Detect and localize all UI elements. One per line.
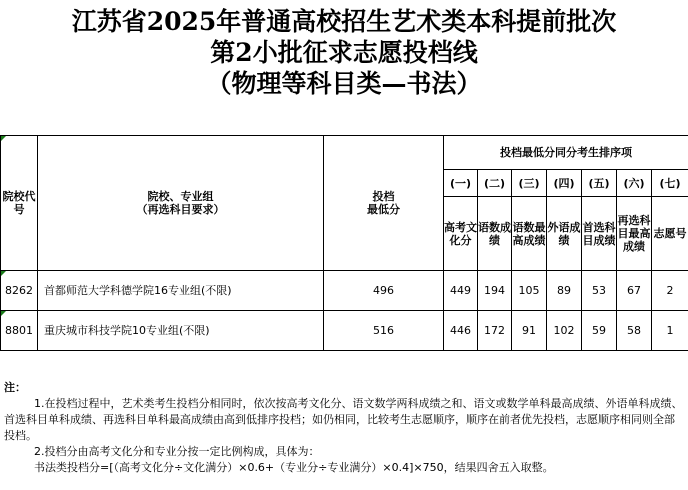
table-row <box>1 311 688 351</box>
header-min-score-line1: 投档 <box>372 190 395 203</box>
empty-spacer <box>1 351 688 381</box>
row-value-1: 449 <box>444 271 478 311</box>
sub-num-6: (六) <box>617 170 652 197</box>
notes-section <box>4 380 684 476</box>
row-value-7: 1 <box>652 311 688 351</box>
header-school-code: 院校代号 <box>1 136 38 271</box>
row-value-7: 2 <box>652 271 688 311</box>
header-min-score <box>324 136 444 271</box>
row-value-5: 53 <box>582 271 617 311</box>
row-school-group: 重庆城市科技学院10专业组(不限) <box>38 311 324 351</box>
title-line-1: 江苏省2025年普通高校招生艺术类本科提前批次 <box>71 7 617 36</box>
row-school-code: 8262 <box>1 271 38 311</box>
sub-num-1: (一) <box>444 170 478 197</box>
row-value-1: 446 <box>444 311 478 351</box>
row-value-3: 91 <box>512 311 547 351</box>
sub-label-5: 首选科目成绩 <box>582 197 617 271</box>
sub-num-4: (四) <box>547 170 582 197</box>
notes-label: 注： <box>4 381 26 394</box>
header-school-group-line1: 院校、专业组 <box>147 190 214 203</box>
document-title <box>0 6 688 99</box>
row-value-4: 89 <box>547 271 582 311</box>
table-row <box>1 271 688 311</box>
note-3: 书法类投档分=[（高考文化分÷文化满分）×0.6+（专业分÷专业满分）×0.4]×750，结果四舍五入取整。 <box>34 461 554 474</box>
row-value-2: 194 <box>478 271 512 311</box>
row-value-4: 102 <box>547 311 582 351</box>
note-1: 1.在投档过程中，艺术类考生投档分相同时，依次按高考文化分、语文数学两科成绩之和、语文或数学单科最高成绩、外语单科成绩、首选科目单科成绩、再选科目单科最高成绩由高到低排序投档；如仍相同，比较考生志愿顺序，顺序在前者优先投档，志愿顺序相同则全部投档。 <box>4 397 683 442</box>
row-min-score: 496 <box>324 271 444 311</box>
sub-num-5: (五) <box>582 170 617 197</box>
title-line-3: （物理等科目类—书法） <box>206 69 482 98</box>
note-2: 2.投档分由高考文化分和专业分按一定比例构成，具体为： <box>34 445 320 458</box>
row-value-5: 59 <box>582 311 617 351</box>
sub-label-7: 志愿号 <box>652 197 688 271</box>
sub-label-2: 语数成绩 <box>478 197 512 271</box>
sub-label-3: 语数最高成绩 <box>512 197 547 271</box>
row-value-2: 172 <box>478 311 512 351</box>
header-min-score-line2: 最低分 <box>367 203 400 216</box>
sub-num-7: (七) <box>652 170 688 197</box>
row-min-score: 516 <box>324 311 444 351</box>
header-rank-items: 投档最低分同分考生排序项 <box>444 136 688 170</box>
sub-label-4: 外语成绩 <box>547 197 582 271</box>
row-value-6: 58 <box>617 311 652 351</box>
title-line-2: 第2小批征求志愿投档线 <box>210 38 478 67</box>
header-school-group <box>38 136 324 271</box>
table-empty-row <box>1 351 688 381</box>
admission-score-table <box>0 135 688 381</box>
row-value-3: 105 <box>512 271 547 311</box>
row-school-code: 8801 <box>1 311 38 351</box>
sub-label-1: 高考文化分 <box>444 197 478 271</box>
sub-num-2: (二) <box>478 170 512 197</box>
row-value-6: 67 <box>617 271 652 311</box>
sub-label-6: 再选科目最高成绩 <box>617 197 652 271</box>
header-school-group-line2: （再选科目要求） <box>136 203 225 216</box>
sub-num-3: (三) <box>512 170 547 197</box>
row-school-group: 首都师范大学科德学院16专业组(不限) <box>38 271 324 311</box>
